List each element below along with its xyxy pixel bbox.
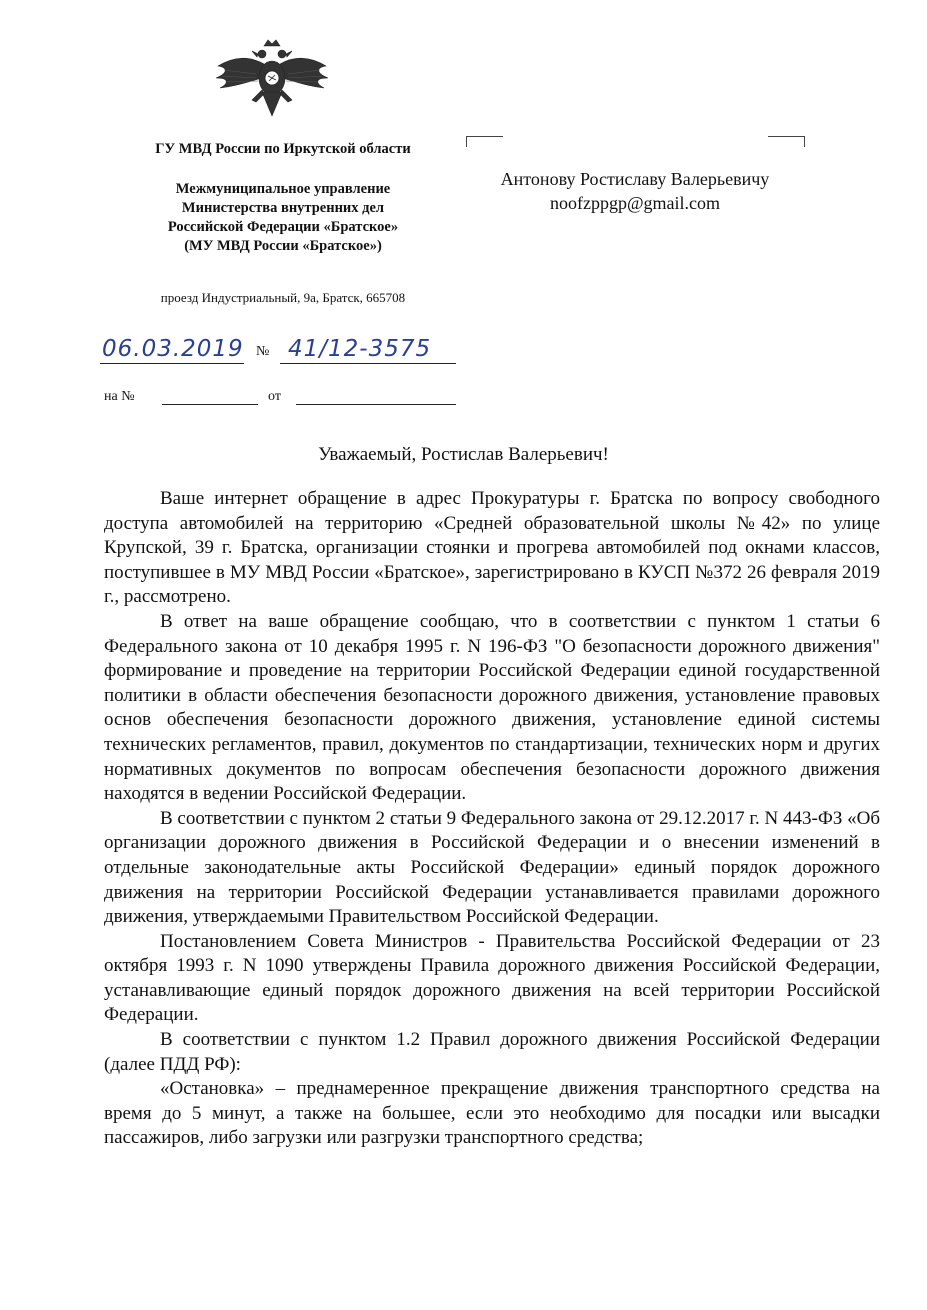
body-paragraph: Постановлением Совета Министров - Правительства Российской Федерации от 23 октября 1993 г. N 1090 утверждены Правила дорожного движения Российской Федерации, устанавливающие единый порядок дорожного движения на всей территории Российской Федерации. xyxy=(104,930,880,1026)
body-paragraph: В ответ на ваше обращение сообщаю, что в соответствии с пунктом 1 статьи 6 Федерального закона от 10 декабря 1995 г. N 196-ФЗ "О безопасности дорожного движения" формирование и проведение на территории Российской Федерации единой государственной политики в области обеспечения безопасности дорожного движения, установление правовых основ обеспечения безопасности дорожного движения, установление единой системы технических регламентов, правил, документов по стандартизации, технических норм и других нормативных документов по вопросам обеспечения безопасности дорожного движения находятся в ведении Российской Федерации. xyxy=(104,610,880,805)
organization-sub-name xyxy=(108,180,458,256)
number-underline xyxy=(280,363,456,364)
date-underline xyxy=(100,363,244,364)
handwritten-date: 06.03.2019 xyxy=(102,336,244,362)
addressee-block xyxy=(470,167,800,215)
addressee-email: noofzppgp@gmail.com xyxy=(549,193,721,213)
organization-main-name: ГУ МВД России по Иркутской области xyxy=(155,141,411,157)
letter-body xyxy=(104,487,880,1151)
reference-number-underline xyxy=(162,404,258,405)
org-sub-line: (МУ МВД России «Братское») xyxy=(184,238,382,254)
reference-number-label: на № xyxy=(104,389,135,404)
handwritten-number: 41/12-3575 xyxy=(288,336,432,362)
number-label: № xyxy=(256,344,270,359)
body-paragraph: В соответствии с пунктом 1.2 Правил дорожного движения Российской Федерации (далее ПДД РФ): xyxy=(104,1029,880,1075)
body-paragraph: Ваше интернет обращение в адрес Прокуратуры г. Братска по вопросу свободного доступа автомобилей на территорию «Средней образовательной школы №42» по улице Крупской, 39 г. Братска, организации стоянки и прогрева автомобилей под окнами классов, поступившее в МУ МВД России «Братское», зарегистрировано в КУСП №372 26 февраля 2019 г., рассмотрено. xyxy=(104,488,880,608)
addressee-name: Антонову Ростиславу Валерьевичу xyxy=(500,169,770,189)
org-sub-line: Министерства внутренних дел xyxy=(181,200,385,216)
greeting: Уважаемый, Ростислав Валерьевич! xyxy=(318,444,609,465)
org-sub-line: Российской Федерации «Братское» xyxy=(167,219,399,235)
address-corner-mark-right xyxy=(768,136,805,147)
address-corner-mark-left xyxy=(466,136,503,147)
reference-date-label: от xyxy=(268,389,281,404)
body-paragraph: «Остановка» – преднамеренное прекращение движения транспортного средства на время до 5 минут, а также на большее, если это необходимо для посадки или высадки пассажиров, либо загрузки или разгрузки транспортного средства; xyxy=(104,1078,880,1149)
body-paragraph: В соответствии с пунктом 2 статьи 9 Федерального закона от 29.12.2017 г. N 443-ФЗ «Об организации дорожного движения в Российской Федерации и о внесении изменений в отдельные законодательные акты Российской Федерации» единый порядок дорожного движения на территории Российской Федерации устанавливается правилами дорожного движения, утверждаемыми Правительством Российской Федерации. xyxy=(104,807,880,928)
reference-date-underline xyxy=(296,404,456,405)
organization-address: проезд Индустриальный, 9а, Братск, 665708 xyxy=(160,290,406,305)
org-sub-line: Межмуниципальное управление xyxy=(175,181,391,197)
double-headed-eagle-emblem-icon xyxy=(212,38,332,128)
